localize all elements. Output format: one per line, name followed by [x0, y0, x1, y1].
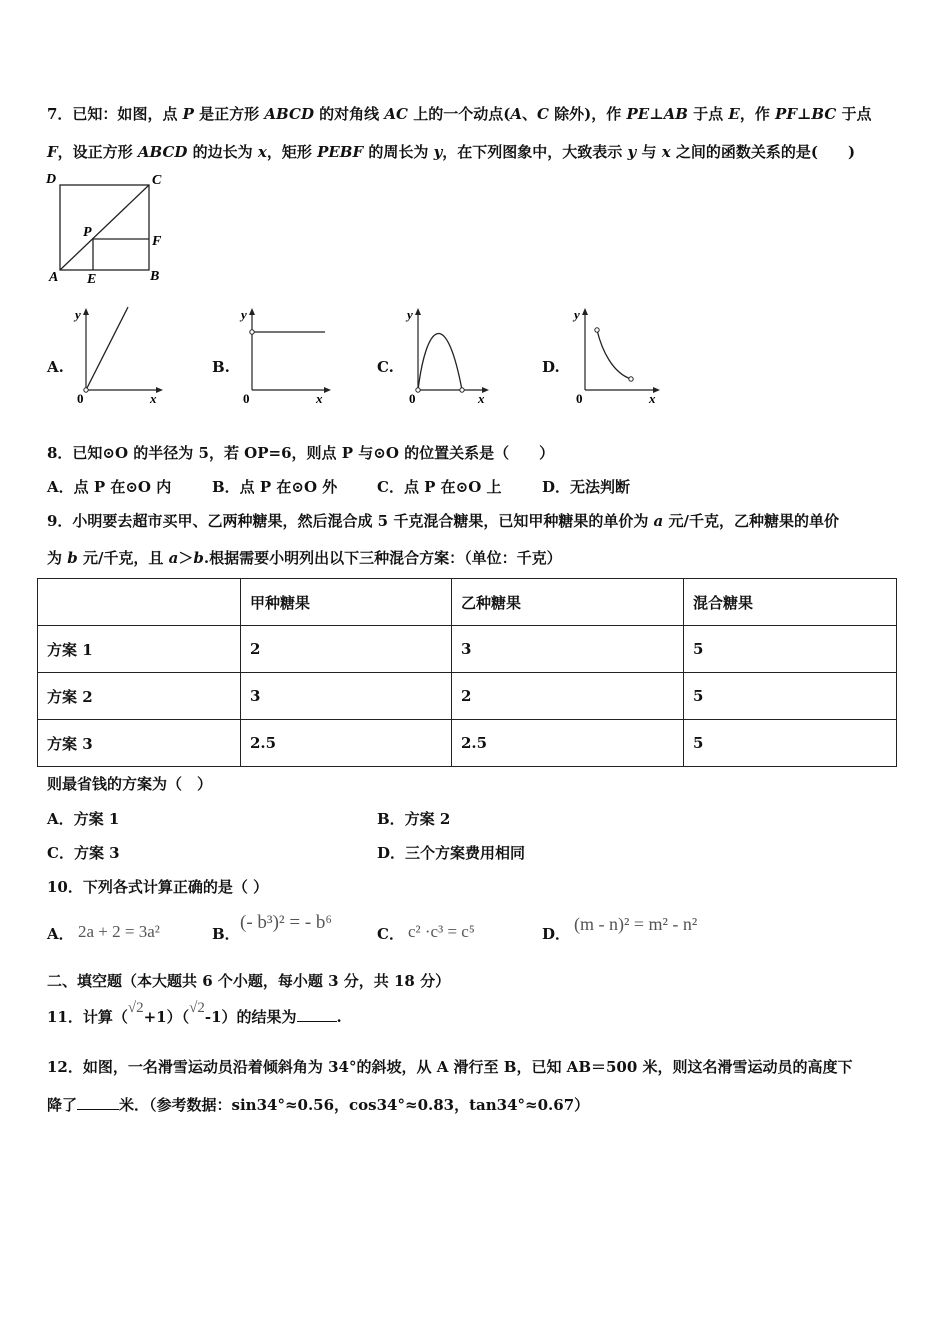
q7-option-a-label: A. [47, 358, 64, 376]
table-row [38, 673, 897, 720]
q10-option-c-expr: c² ·c³ = c⁵ [408, 922, 475, 941]
q7-option-b-label: B. [212, 358, 230, 376]
q10-option-a-expr: 2a + 2 = 3a² [78, 922, 160, 941]
q7-graph-b [236, 303, 336, 408]
answer-blank [297, 1007, 337, 1022]
svg-text:y: y [574, 307, 580, 322]
label-b: B [150, 269, 160, 284]
q9-line2: 为 b 元/千克，且 a＞b.根据需要小明列出以下三种混合方案：（单位：千克） [47, 549, 562, 567]
table-cell: 方案 1 [38, 626, 241, 673]
graph-d-curve [597, 330, 631, 379]
table-row [38, 626, 897, 673]
label-d: D [46, 172, 57, 187]
q10-option-b-label: B． [212, 925, 240, 943]
table-cell: 3 [241, 673, 452, 720]
table-header-cell: 甲种糖果 [241, 579, 452, 626]
label-p: P [83, 225, 92, 240]
table-header-row [38, 579, 897, 626]
svg-text:x: x [316, 391, 323, 406]
sqrt-two-2: √2 [189, 1000, 205, 1016]
diagonal-ac [60, 185, 149, 270]
svg-text:y: y [241, 307, 247, 322]
table-header-cell [38, 579, 241, 626]
q7-option-c-label: C. [377, 358, 394, 376]
table-cell: 3 [452, 626, 684, 673]
svg-text:0: 0 [409, 391, 416, 406]
q9-option-c: C．方案 3 [47, 844, 120, 862]
q12-line1: 12．如图，一名滑雪运动员沿着倾斜角为 34°的斜坡，从 A 滑行至 B，已知 AB＝500 米，则这名滑雪运动员的高度下 [47, 1058, 853, 1076]
svg-text:0: 0 [576, 391, 583, 406]
answer-blank [77, 1095, 119, 1110]
label-c: C [152, 173, 162, 188]
q10-option-a-label: A． [47, 925, 74, 943]
q8-option-b: B．点 P 在⊙O 外 [212, 478, 338, 496]
square-figure [42, 170, 172, 288]
rectangle-pebf [93, 239, 149, 270]
q8-stem: 8．已知⊙O 的半径为 5，若 OP=6，则点 P 与⊙O 的位置关系是（ ） [47, 444, 555, 462]
table-cell: 2 [452, 673, 684, 720]
svg-text:x: x [150, 391, 157, 406]
q8-option-d: D．无法判断 [542, 478, 631, 496]
q10-option-b-expr: (- b³)² = - b⁶ [240, 912, 333, 933]
label-a: A [49, 270, 59, 285]
q10-stem: 10．下列各式计算正确的是（ ） [47, 878, 269, 896]
q9-option-a: A．方案 1 [47, 810, 120, 828]
q7-graph-d [569, 303, 669, 408]
svg-text:x: x [649, 391, 656, 406]
svg-text:0: 0 [77, 391, 84, 406]
q9-ask: 则最省钱的方案为（ ） [47, 775, 213, 793]
table-cell: 2 [241, 626, 452, 673]
table-cell: 5 [684, 626, 897, 673]
table-header-cell: 混合糖果 [684, 579, 897, 626]
q8-option-a: A．点 P 在⊙O 内 [47, 478, 172, 496]
section-2-heading: 二、填空题（本大题共 6 个小题，每小题 3 分，共 18 分） [47, 972, 451, 990]
q12-line2: 降了 米．（参考数据：sin34°≈0.56，cos34°≈0.83，tan34°≈0.67） [47, 1096, 590, 1114]
table-row [38, 720, 897, 767]
svg-text:y: y [75, 307, 81, 322]
q8-option-c: C．点 P 在⊙O 上 [377, 478, 502, 496]
table-cell: 5 [684, 720, 897, 767]
table-cell: 2.5 [452, 720, 684, 767]
table-cell: 2.5 [241, 720, 452, 767]
q7-graph-c [402, 303, 502, 408]
label-e: E [87, 272, 97, 287]
table-header-cell: 乙种糖果 [452, 579, 684, 626]
table-cell: 5 [684, 673, 897, 720]
q9-line1: 9．小明要去超市买甲、乙两种糖果，然后混合成 5 千克混合糖果，已知甲种糖果的单价为 a 元/千克，乙种糖果的单价 [47, 512, 839, 530]
q7-option-d-label: D. [542, 358, 560, 376]
q9-option-b: B．方案 2 [377, 810, 451, 828]
svg-text:x: x [478, 391, 485, 406]
svg-text:y: y [407, 307, 413, 322]
q11: 11．计算（√2+1）（√2-1）的结果为 . [47, 1000, 342, 1026]
q10-option-d-expr: (m - n)² = m² - n² [574, 914, 698, 934]
table-cell: 方案 2 [38, 673, 241, 720]
svg-text:0: 0 [243, 391, 250, 406]
q7-graph-a [70, 303, 170, 408]
table-cell: 方案 3 [38, 720, 241, 767]
sqrt-two-1: √2 [127, 1000, 144, 1016]
graph-c-curve [418, 334, 462, 390]
q10-option-c-label: C． [377, 925, 404, 943]
q7-line2: F，设正方形 ABCD 的边长为 x，矩形 PEBF 的周长为 y，在下列图象中，大致表示 y 与 x 之间的函数关系的是( ) [47, 143, 856, 161]
q10-option-d-label: D． [542, 925, 571, 943]
q7-line1: 7．已知：如图，点 P 是正方形 ABCD 的对角线 AC 上的一个动点(A、C 除外)，作 PE⊥AB 于点 E，作 PF⊥BC 于点 [47, 105, 872, 123]
q9-option-d: D．三个方案费用相同 [377, 844, 526, 862]
graph-a-line [86, 307, 128, 390]
label-f: F [152, 234, 162, 249]
q9-table [37, 578, 897, 767]
